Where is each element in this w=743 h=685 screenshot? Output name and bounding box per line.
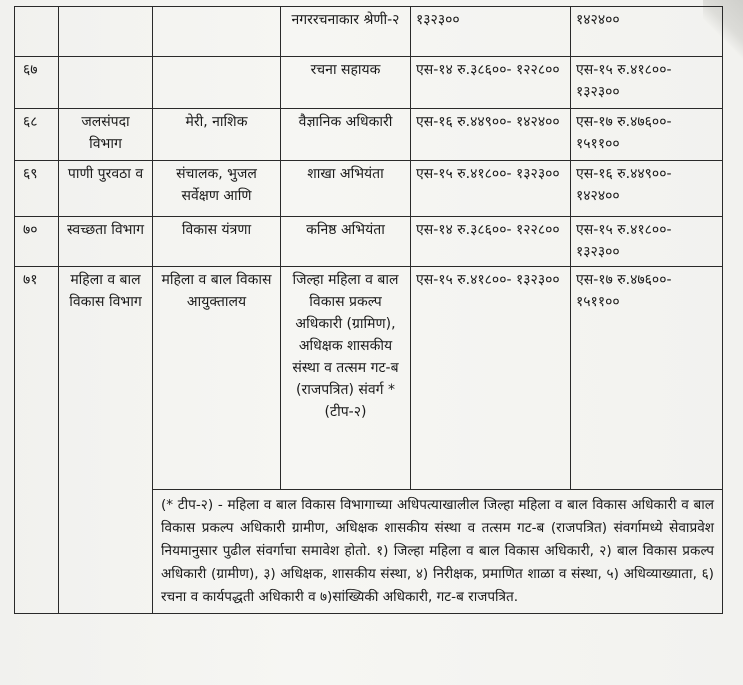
office-cell: मेरी, नाशिक [153, 109, 281, 161]
table-row [15, 7, 723, 57]
serial-cell: ६७ [15, 57, 59, 109]
revised-pay-cell: १४२४०० [571, 7, 723, 57]
revised-pay-cell: एस-१७ रु.४७६००- १५११०० [571, 267, 723, 490]
serial-cell: ६९ [15, 161, 59, 217]
department-cell [59, 57, 153, 109]
serial-cell: ६८ [15, 109, 59, 161]
current-pay-cell: एस-१५ रु.४१८००- १३२३०० [411, 161, 571, 217]
department-cell: पाणी पुरवठा व [59, 161, 153, 217]
department-cell: जलसंपदा विभाग [59, 109, 153, 161]
office-cell [153, 7, 281, 57]
office-cell [153, 57, 281, 109]
office-cell: संचालक, भुजल सर्वेक्षण आणि [153, 161, 281, 217]
revised-pay-cell: एस-१५ रु.४१८००- १३२३०० [571, 57, 723, 109]
department-cell [59, 7, 153, 57]
footnote-cell [153, 490, 723, 614]
current-pay-cell: एस-१६ रु.४४९००- १४२४०० [411, 109, 571, 161]
current-pay-cell: एस-१४ रु.३८६००- १२२८०० [411, 57, 571, 109]
table-row [15, 267, 723, 490]
serial-cell [15, 7, 59, 57]
current-pay-cell: एस-१४ रु.३८६००- १२२८०० [411, 217, 571, 267]
table-row [15, 57, 723, 109]
serial-cell: ७० [15, 217, 59, 267]
current-pay-cell: एस-१५ रु.४१८००- १३२३०० [411, 267, 571, 490]
department-cell: महिला व बाल विकास विभाग [59, 267, 153, 614]
post-cell: नगररचनाकार श्रेणी-२ [281, 7, 411, 57]
post-cell: वैज्ञानिक अधिकारी [281, 109, 411, 161]
post-cell: जिल्हा महिला व बाल विकास प्रकल्प अधिकारी (ग्रामिण), अधिक्षक शासकीय संस्था व तत्सम गट-ब (राजपत्रित) संवर्ग *(टीप-२) [281, 267, 411, 490]
department-cell: स्वच्छता विभाग [59, 217, 153, 267]
office-cell: महिला व बाल विकास आयुक्तालय [153, 267, 281, 490]
serial-cell: ७१ [15, 267, 59, 614]
revised-pay-cell: एस-१६ रु.४४९००- १४२४०० [571, 161, 723, 217]
revised-pay-cell: एस-१५ रु.४१८००- १३२३०० [571, 217, 723, 267]
table-row [15, 109, 723, 161]
post-cell: शाखा अभियंता [281, 161, 411, 217]
pay-scale-table [14, 6, 723, 614]
footnote-text: (* टीप-२) - महिला व बाल विकास विभागाच्या अधिपत्याखालील जिल्हा महिला व बाल विकास अधिकारी व बाल विकास प्रकल्प अधिकारी ग्रामीण, अधिक्षक शासकीय संस्था व तत्सम गट-ब (राजपत्रित) संवर्गामध्ये सेवाप्रवेश नियमानुसार पुढील संवर्गाचा समावेश होतो. १) जिल्हा महिला व बाल विकास अधिकारी, २) बाल विकास प्रकल्प अधिकारी (ग्रामीण), ३) अधिक्षक, शासकीय संस्था, ४) निरीक्षक, प्रमाणित शाळा व संस्था, ५) अधिव्याख्याता, ६) रचना व कार्यपद्धती अधिकारी व ७)सांख्यिकी अधिकारी, गट-ब राजपत्रित. [161, 497, 714, 605]
current-pay-cell: १३२३०० [411, 7, 571, 57]
table-row [15, 161, 723, 217]
office-cell: विकास यंत्रणा [153, 217, 281, 267]
post-cell: कनिष्ठ अभियंता [281, 217, 411, 267]
table-row [15, 217, 723, 267]
revised-pay-cell: एस-१७ रु.४७६००- १५११०० [571, 109, 723, 161]
post-cell: रचना सहायक [281, 57, 411, 109]
